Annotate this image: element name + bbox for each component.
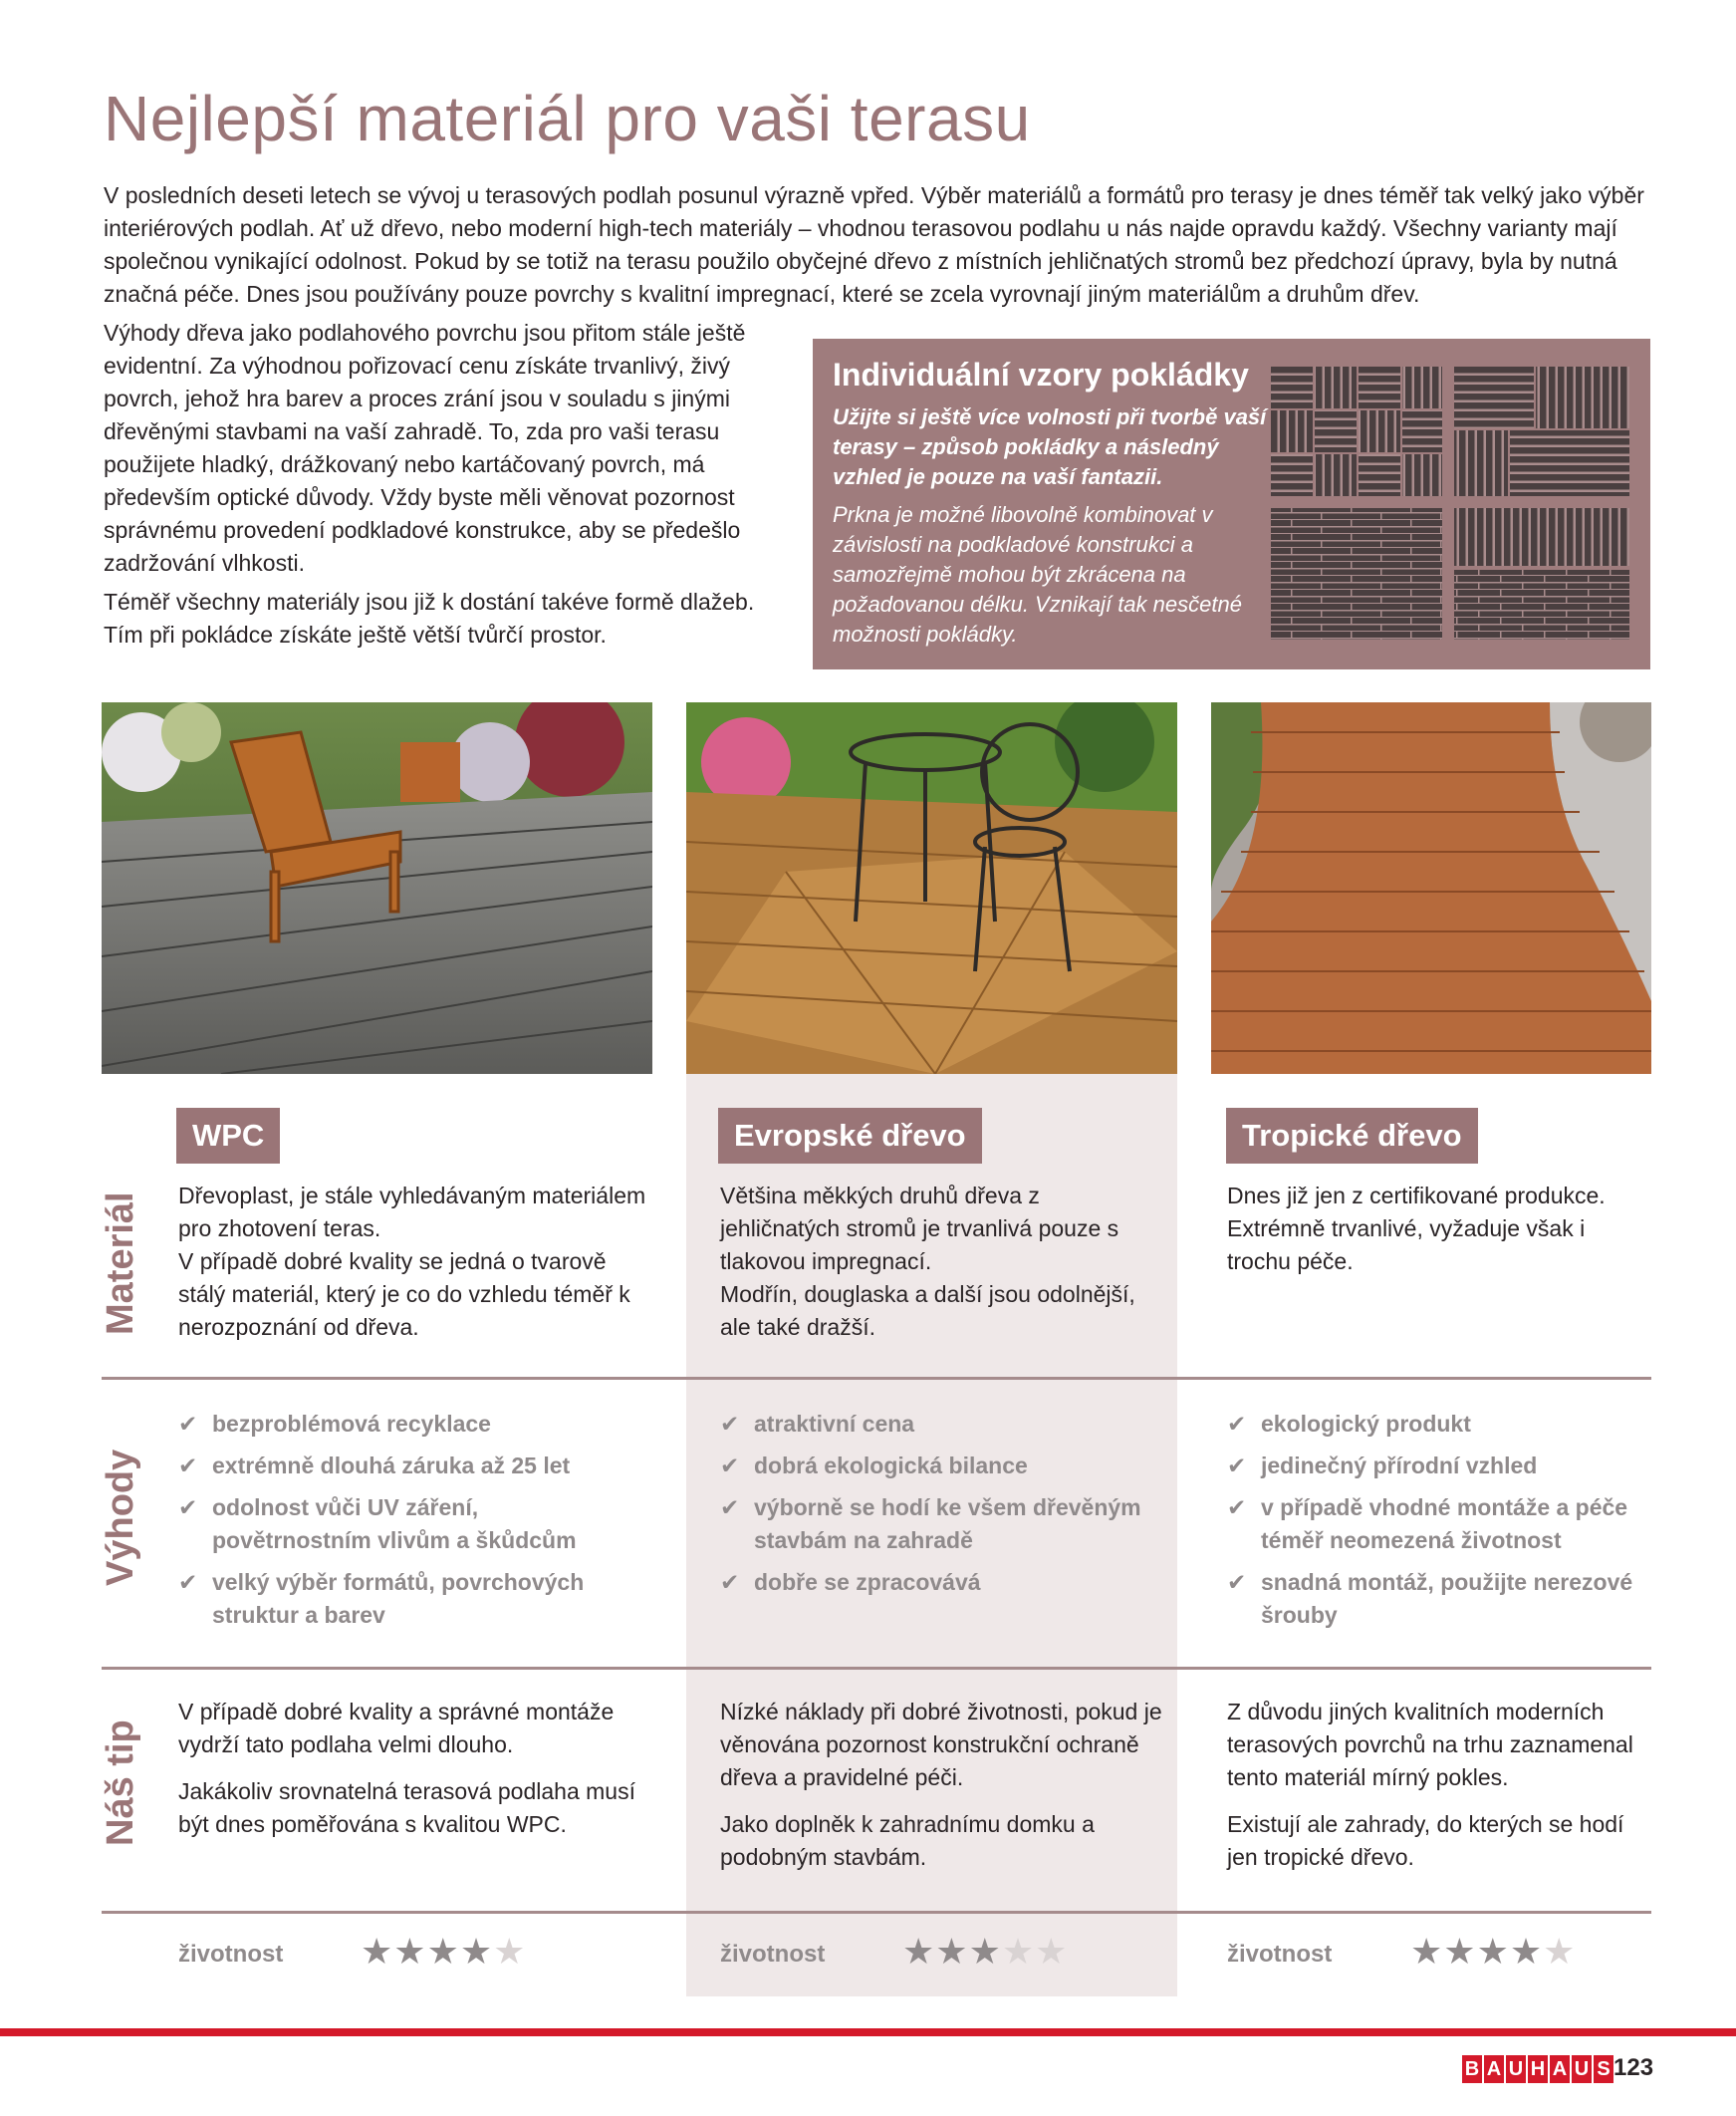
- star-filled-icon: ★: [393, 1931, 427, 1972]
- bauhaus-logo: [1462, 2055, 1613, 2083]
- logo-letter: U: [1572, 2055, 1592, 2083]
- check-icon: ✔: [178, 1569, 198, 1595]
- material-european-wood: [720, 1180, 1163, 1344]
- star-empty-icon: ★: [1035, 1931, 1069, 1972]
- logo-letter: A: [1484, 2055, 1504, 2083]
- divider-3: [102, 1911, 1651, 1914]
- footer-red-line: [0, 2028, 1736, 2036]
- lifetime-label-wpc: životnost: [178, 1941, 284, 1968]
- material-european-line-1: Většina měkkých druhů dřeva z jehličnatých stromů je trvanlivá pouze s tlakovou impregnací.: [720, 1183, 1119, 1274]
- benefit-item: ✔ odolnost vůči UV záření, povětrnostním vlivům a škůdcům: [178, 1491, 617, 1557]
- star-filled-icon: ★: [902, 1931, 936, 1972]
- star-filled-icon: ★: [459, 1931, 494, 1972]
- check-icon: ✔: [720, 1411, 740, 1437]
- laying-patterns-body: Prkna je možné libovolně kombinovat v závislosti na podkladové konstrukci a samozřejmě mohou být zkrácena na požadovanou délku. Vznikají tak nesčetné možnosti pokládky.: [833, 502, 1242, 647]
- check-icon: ✔: [178, 1494, 198, 1520]
- rating-stars-tropical-wood: [1410, 1931, 1576, 1973]
- star-filled-icon: ★: [1476, 1931, 1510, 1972]
- photo-wpc-deck: [102, 702, 652, 1074]
- check-icon: ✔: [178, 1453, 198, 1478]
- benefit-item: ✔ bezproblémová recyklace: [178, 1408, 617, 1441]
- material-wpc-line-2: V případě dobré kvality se jedná o tvarově stálý materiál, který je co do vzhledu téměř k nerozpoznání od dřeva.: [178, 1248, 630, 1340]
- lifetime-label-european-wood: životnost: [720, 1941, 826, 1968]
- benefits-tropical-wood: [1227, 1408, 1645, 1641]
- tip-european-paragraph-2: Jako doplněk k zahradnímu domku a podobným stavbám.: [720, 1811, 1095, 1870]
- row-label-tip: Náš tip: [100, 1719, 141, 1846]
- check-icon: ✔: [178, 1411, 198, 1437]
- check-icon: ✔: [720, 1494, 740, 1520]
- tip-tropical-paragraph-1: Z důvodu jiných kvalitních moderních terasových povrchů na trhu zaznamenal tento materiál mírný pokles.: [1227, 1699, 1633, 1790]
- tip-european-paragraph-1: Nízké náklady při dobré životnosti, pokud je věnována pozornost konstrukční ochraně dřeva a pravidelné péči.: [720, 1699, 1162, 1790]
- material-tropical-wood: [1227, 1180, 1645, 1278]
- column-title-european-wood: Evropské dřevo: [718, 1108, 982, 1164]
- benefit-item: ✔ ekologický produkt: [1227, 1408, 1645, 1441]
- pattern-staggered: [1271, 508, 1442, 640]
- tip-tropical-wood: [1227, 1696, 1645, 1888]
- material-tropical-line-1: Dnes již jen z certifikované produkce. Extrémně trvanlivé, vyžaduje však i trochu péče.: [1227, 1183, 1606, 1274]
- logo-letter: B: [1462, 2055, 1482, 2083]
- star-filled-icon: ★: [1443, 1931, 1477, 1972]
- photo-european-wood-deck: [686, 702, 1177, 1074]
- pattern-mixed-rows: [1454, 508, 1629, 640]
- tip-european-wood: [720, 1696, 1163, 1888]
- star-filled-icon: ★: [968, 1931, 1002, 1972]
- material-european-line-2: Modřín, douglaska a další jsou odolnější, ale také dražší.: [720, 1281, 1135, 1340]
- benefit-item: ✔ velký výběr formátů, povrchových struktur a barev: [178, 1566, 617, 1632]
- star-filled-icon: ★: [1509, 1931, 1544, 1972]
- row-label-material: Materiál: [100, 1191, 141, 1335]
- benefit-item: ✔ atraktivní cena: [720, 1408, 1158, 1441]
- material-wpc-line-1: Dřevoplast, je stále vyhledávaným materiálem pro zhotovení teras.: [178, 1183, 646, 1241]
- page-number: 123: [1613, 2054, 1654, 2081]
- tip-wpc-paragraph-1: V případě dobré kvality a správné montáže vydrží tato podlaha velmi dlouho.: [178, 1699, 615, 1757]
- star-filled-icon: ★: [426, 1931, 460, 1972]
- check-icon: ✔: [1227, 1411, 1247, 1437]
- benefit-item: ✔ dobře se zpracovává: [720, 1566, 1158, 1599]
- benefit-item: ✔ extrémně dlouhá záruka až 25 let: [178, 1450, 617, 1482]
- rating-stars-european-wood: [902, 1931, 1068, 1973]
- star-empty-icon: ★: [493, 1931, 527, 1972]
- photo-tropical-wood-deck: [1211, 702, 1651, 1074]
- material-wpc: [178, 1180, 646, 1344]
- laying-patterns-title: Individuální vzory pokládky: [833, 357, 1249, 393]
- intro-paragraph: V posledních deseti letech se vývoj u terasových podlah posunul výrazně vpřed. Výběr materiálů a formátů pro terasy je dnes téměř tak velký jako výběr interiérových podlah. Ať už dřevo, nebo moderní high-tech materiály – vhodnou terasovou podlahu u nás najde opravdu každý. Všechny varianty mají společnou vynikající odolnost. Pokud by se totiž na terasu použilo obyčejné dřevo z místních jehličnatých stromů bez předchozí úpravy, byla by nutná značná péče. Dnes jsou používány pouze povrchy s kvalitní impregnací, které se zcela vyrovnají jiným materiálům a druhům dřev.: [104, 182, 1644, 307]
- benefit-item: ✔ dobrá ekologická bilance: [720, 1450, 1158, 1482]
- tip-tropical-paragraph-2: Existují ale zahrady, do kterých se hodí jen tropické dřevo.: [1227, 1811, 1624, 1870]
- left-paragraph-1: Výhody dřeva jako podlahového povrchu jsou přitom stále ještě evidentní. Za výhodnou pořizovací cenu získáte trvanlivý, živý povrch, jehož hra barev a proces zrání jsou v souladu s jinými dřevěnými stavbami na vaší zahradě. To, zda pro vaši terasu použijete hladký, drážkovaný nebo kartáčovaný povrch, má především optické důvody. Vždy byste měli věnovat pozornost správnému provedení podkladové konstrukce, aby se předešlo zadržování vlhkosti.: [104, 320, 746, 576]
- star-empty-icon: ★: [1543, 1931, 1577, 1972]
- star-filled-icon: ★: [361, 1931, 394, 1972]
- column-title-tropical-wood: Tropické dřevo: [1226, 1108, 1478, 1164]
- laying-patterns-illustration: [1271, 367, 1629, 640]
- benefits-wpc: [178, 1408, 617, 1641]
- rating-stars-wpc: [361, 1931, 526, 1973]
- star-empty-icon: ★: [1001, 1931, 1036, 1972]
- laying-patterns-box: [813, 339, 1650, 669]
- logo-letter: U: [1506, 2055, 1526, 2083]
- tip-wpc: [178, 1696, 646, 1855]
- check-icon: ✔: [1227, 1453, 1247, 1478]
- star-filled-icon: ★: [1410, 1931, 1444, 1972]
- logo-letter: A: [1550, 2055, 1570, 2083]
- benefits-european-wood: [720, 1408, 1158, 1608]
- lifetime-label-tropical-wood: životnost: [1227, 1941, 1333, 1968]
- check-icon: ✔: [1227, 1569, 1247, 1595]
- row-label-benefits: Výhody: [100, 1449, 141, 1586]
- benefit-item: ✔ snadná montáž, použijte nerezové šrouby: [1227, 1566, 1645, 1632]
- divider-1: [102, 1377, 1651, 1380]
- benefit-item: ✔ jedinečný přírodní vzhled: [1227, 1450, 1645, 1482]
- pattern-basket-weave: [1271, 367, 1442, 496]
- check-icon: ✔: [720, 1453, 740, 1478]
- check-icon: ✔: [720, 1569, 740, 1595]
- column-title-wpc: WPC: [176, 1108, 280, 1164]
- left-column-text: [104, 317, 781, 658]
- laying-patterns-lead: Užijte si ještě více volnosti při tvorbě vaší terasy – způsob pokládky a následný vzhled je pouze na vaší fantazii.: [833, 404, 1267, 489]
- logo-letter: H: [1528, 2055, 1548, 2083]
- tip-wpc-paragraph-2: Jakákoliv srovnatelná terasová podlaha musí být dnes poměřována s kvalitou WPC.: [178, 1778, 635, 1837]
- pattern-mixed-blocks: [1454, 367, 1629, 496]
- page-title: Nejlepší materiál pro vaši terasu: [104, 83, 1031, 154]
- benefit-item: ✔ v případě vhodné montáže a péče téměř neomezená životnost: [1227, 1491, 1645, 1557]
- check-icon: ✔: [1227, 1494, 1247, 1520]
- divider-2: [102, 1667, 1651, 1670]
- benefit-item: ✔ výborně se hodí ke všem dřevěným stavbám na zahradě: [720, 1491, 1158, 1557]
- logo-letter: S: [1594, 2055, 1613, 2083]
- left-paragraph-2: Téměř všechny materiály jsou již k dostání takéve formě dlažeb. Tím při pokládce získáte ještě větší tvůrčí prostor.: [104, 589, 755, 648]
- star-filled-icon: ★: [935, 1931, 969, 1972]
